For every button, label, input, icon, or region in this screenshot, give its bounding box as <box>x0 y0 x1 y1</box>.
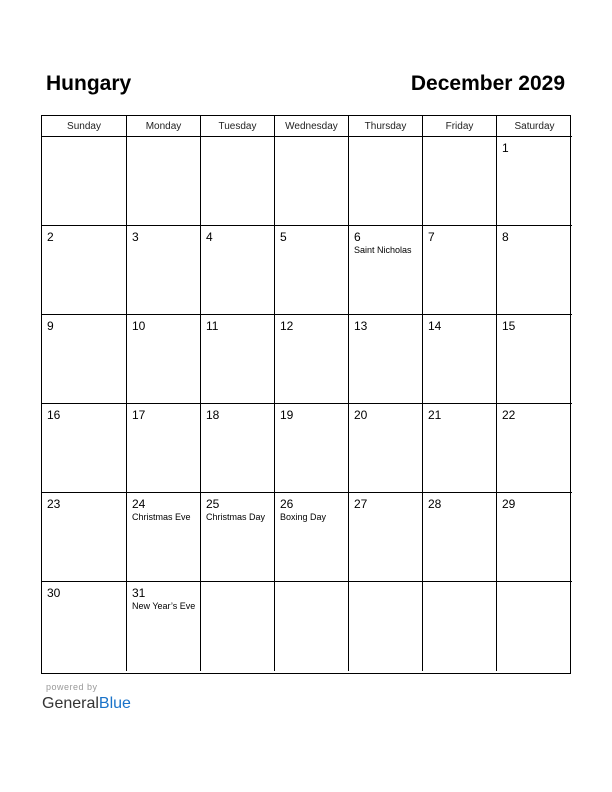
day-cell <box>42 493 127 582</box>
holiday-label: New Year’s Eve <box>132 601 196 611</box>
day-cell <box>497 315 572 404</box>
day-cell <box>127 404 201 493</box>
day-cell <box>42 137 127 226</box>
day-cell <box>201 582 275 671</box>
weekday-header-sunday: Sunday <box>42 116 127 137</box>
day-number: 13 <box>354 319 368 333</box>
weekday-header-friday: Friday <box>423 116 497 137</box>
weekday-header-tuesday: Tuesday <box>201 116 275 137</box>
day-number: 25 <box>206 497 220 511</box>
day-number: 4 <box>206 230 213 244</box>
day-cell <box>349 582 423 671</box>
day-number: 17 <box>132 408 146 422</box>
day-cell <box>349 315 423 404</box>
day-number: 21 <box>428 408 442 422</box>
holiday-label: Christmas Day <box>206 512 266 522</box>
day-cell <box>127 137 201 226</box>
weekday-header-monday: Monday <box>127 116 201 137</box>
day-number: 26 <box>280 497 294 511</box>
day-cell <box>423 582 497 671</box>
day-cell <box>497 137 572 226</box>
brand-general-text: General <box>42 695 99 712</box>
day-cell <box>275 137 349 226</box>
day-number: 2 <box>47 230 54 244</box>
day-cell <box>497 404 572 493</box>
day-cell <box>201 315 275 404</box>
holiday-label: Christmas Eve <box>132 512 191 522</box>
weekday-header-saturday: Saturday <box>497 116 572 137</box>
day-cell <box>497 226 572 315</box>
calendar-grid <box>41 115 571 674</box>
day-cell <box>349 226 423 315</box>
day-cell <box>349 493 423 582</box>
day-cell <box>42 404 127 493</box>
weekday-header-thursday: Thursday <box>349 116 423 137</box>
day-number: 16 <box>47 408 61 422</box>
day-cell <box>275 404 349 493</box>
day-cell <box>201 226 275 315</box>
day-number: 23 <box>47 497 61 511</box>
day-cell <box>127 226 201 315</box>
day-number: 18 <box>206 408 220 422</box>
day-cell <box>497 493 572 582</box>
day-number: 30 <box>47 586 61 600</box>
day-cell <box>423 137 497 226</box>
brand-blue-text: Blue <box>98 695 131 712</box>
day-cell <box>423 315 497 404</box>
day-number: 19 <box>280 408 294 422</box>
day-number: 15 <box>502 319 516 333</box>
day-cell <box>423 493 497 582</box>
day-number: 7 <box>428 230 435 244</box>
day-number: 3 <box>132 230 139 244</box>
day-cell <box>127 493 201 582</box>
day-number: 31 <box>132 586 146 600</box>
day-cell <box>349 404 423 493</box>
day-cell <box>42 315 127 404</box>
day-number: 1 <box>502 141 509 155</box>
weekday-header-wednesday: Wednesday <box>275 116 349 137</box>
day-number: 28 <box>428 497 442 511</box>
day-number: 5 <box>280 230 287 244</box>
generalblue-logo[interactable] <box>42 694 131 714</box>
day-cell <box>349 137 423 226</box>
day-number: 20 <box>354 408 368 422</box>
day-number: 14 <box>428 319 442 333</box>
day-cell <box>275 493 349 582</box>
day-number: 10 <box>132 319 146 333</box>
day-cell <box>201 137 275 226</box>
day-number: 29 <box>502 497 516 511</box>
day-number: 27 <box>354 497 368 511</box>
day-number: 12 <box>280 319 294 333</box>
day-cell <box>127 582 201 671</box>
day-cell <box>423 226 497 315</box>
day-cell <box>201 404 275 493</box>
country-title: Hungary <box>46 72 132 95</box>
day-cell <box>42 226 127 315</box>
holiday-label: Saint Nicholas <box>354 245 412 255</box>
day-cell <box>275 315 349 404</box>
day-cell <box>201 493 275 582</box>
day-number: 11 <box>206 319 219 333</box>
month-title: December 2029 <box>410 72 565 95</box>
day-number: 9 <box>47 319 54 333</box>
day-number: 6 <box>354 230 361 244</box>
day-cell <box>275 582 349 671</box>
day-number: 24 <box>132 497 146 511</box>
day-cell <box>423 404 497 493</box>
day-cell <box>42 582 127 671</box>
powered-by-label: powered by <box>46 682 98 692</box>
day-number: 8 <box>502 230 509 244</box>
day-number: 22 <box>502 408 516 422</box>
day-cell <box>497 582 572 671</box>
day-cell <box>127 315 201 404</box>
day-cell <box>275 226 349 315</box>
holiday-label: Boxing Day <box>280 512 327 522</box>
